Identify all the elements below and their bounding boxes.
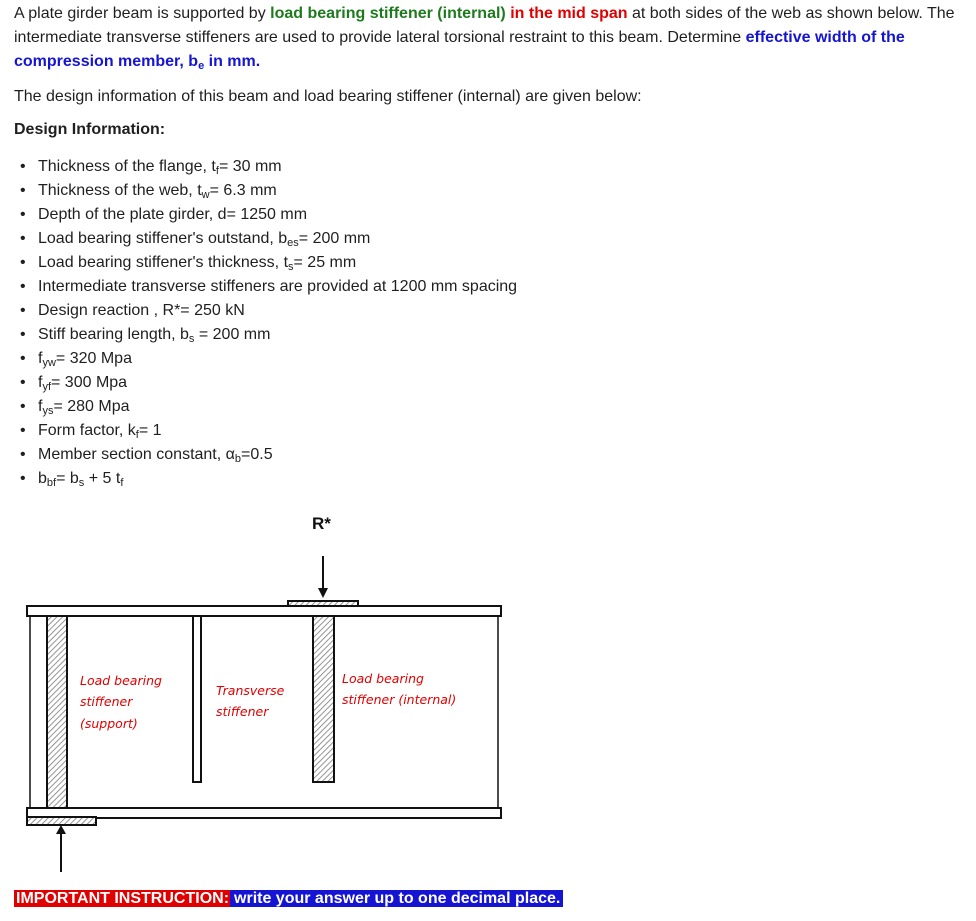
design-item: • $b_{bf}= b_s + 5$ $t_f$ [14, 467, 964, 491]
design-item: • Thickness of the flange, $t_f= 30$ mm [14, 155, 964, 179]
reaction-arrow-head [56, 825, 66, 834]
design-item: • Load bearing stiffener's outstand, $b_{es}= 200$ mm [14, 227, 964, 251]
design-item: • Member section constant, $\alpha_b=0.5$ [14, 443, 964, 467]
load-bearing-plate [288, 601, 358, 606]
label-support-line-2: stiffener [80, 694, 133, 709]
label-transverse-line-2: stiffener [216, 704, 269, 719]
support-stiffener [47, 616, 67, 808]
bottom-flange [27, 808, 501, 818]
design-item: • Thickness of the web, $t_w= 6.3$ mm [14, 179, 964, 203]
design-item: • Form factor, $k_f= 1$ [14, 419, 964, 443]
load-arrow-head [318, 588, 328, 598]
label-support-line-1: Load bearing [80, 673, 162, 688]
load-label: R* [312, 514, 331, 533]
design-item: • Design reaction , R*= 250 kN [14, 299, 964, 323]
effective-width-subscript: e [198, 60, 205, 72]
effective-width-unit: in mm. [204, 53, 261, 70]
label-internal-line-2: stiffener (internal) [342, 692, 457, 707]
important-text: write your answer up to one decimal place. [230, 890, 563, 907]
design-item: • $f_{ys}= 280$ Mpa [14, 395, 964, 419]
highlight-load-bearing-stiffener: load bearing stiffener (internal) [270, 5, 506, 22]
design-heading: Design Information: [14, 121, 166, 138]
design-description: The design information of this beam and load bearing stiffener (internal) are given below: [14, 88, 642, 105]
highlight-mid-span: in the mid span [510, 5, 628, 22]
design-item: • Depth of the plate girder, d= 1250 mm [14, 203, 964, 227]
internal-stiffener [313, 616, 334, 782]
design-item: • Intermediate transverse stiffeners are provided at 1200 mm spacing [14, 275, 964, 299]
transverse-stiffener [193, 616, 201, 782]
intro-text-1: A plate girder beam is supported by [14, 5, 271, 22]
label-transverse-line-1: Transverse [216, 683, 285, 698]
support-bearing-plate [27, 817, 96, 825]
label-internal-line-1: Load bearing [342, 671, 424, 686]
important-label: IMPORTANT INSTRUCTION: [16, 890, 230, 907]
design-item: • Stiff bearing length, $b_s = 200$ mm [14, 323, 964, 347]
design-item: • $f_{yw}= 320$ Mpa [14, 347, 964, 371]
important-instruction [14, 889, 563, 909]
effective-width-text: effective width of the compression member, b [14, 29, 905, 70]
top-flange [27, 606, 501, 616]
design-item: • $f_{yf}= 300$ Mpa [14, 371, 964, 395]
label-support-line-3: (support) [80, 716, 138, 731]
design-item: • Load bearing stiffener's thickness, $t_s= 25$ mm [14, 251, 964, 275]
intro-text-3: at both sides of the web as shown below. The intermediate transverse stiffeners are used to provide lateral torsional restraint to this beam. Determine [14, 5, 955, 46]
